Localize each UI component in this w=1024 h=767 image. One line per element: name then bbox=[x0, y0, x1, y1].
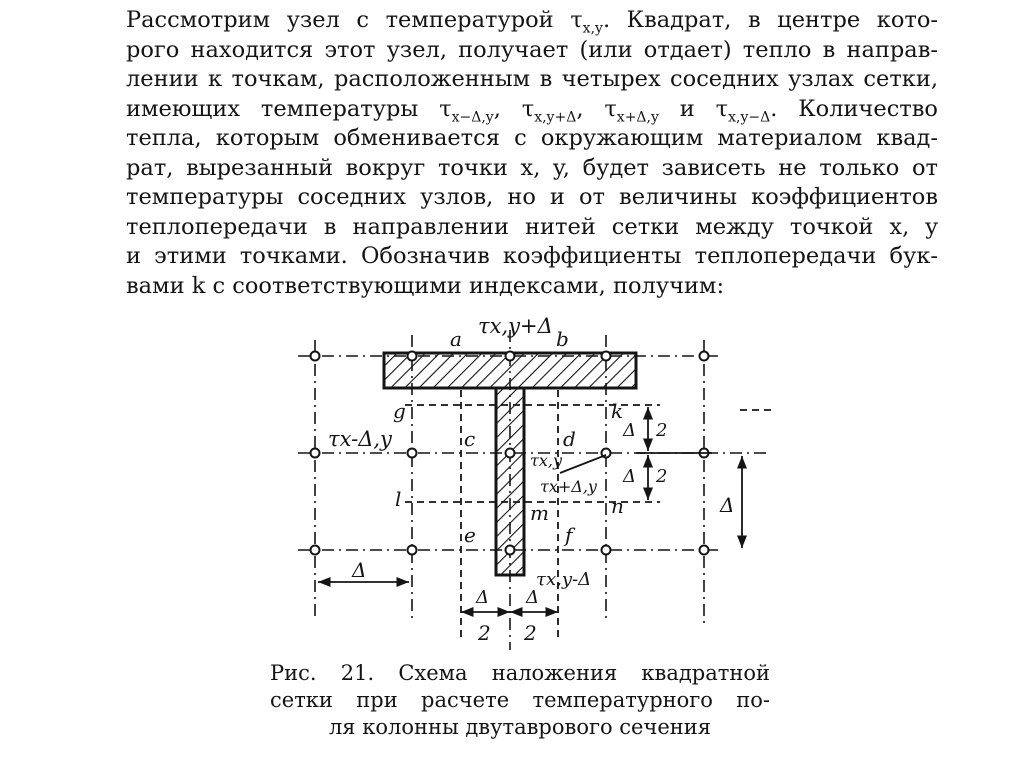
paragraph-line-5: тепла, которым обменивается с окружающим материалом квад- bbox=[126, 125, 938, 151]
control-square bbox=[405, 390, 772, 640]
label-center-temp: τx,y bbox=[530, 451, 562, 470]
i-beam-section bbox=[384, 353, 636, 575]
label-delta-bottom-2: Δ bbox=[526, 587, 539, 608]
label-delta-right-2: Δ bbox=[623, 466, 636, 487]
label-two-right-2: 2 bbox=[656, 466, 668, 487]
label-n: n bbox=[611, 494, 624, 518]
paragraph-line-9: и этими точками. Обозначив коэффициенты теплопередачи бук- bbox=[126, 243, 938, 269]
paragraph-line-10: вами k с соответствующими индексами, получим: bbox=[126, 272, 725, 299]
body-paragraph bbox=[126, 6, 938, 301]
label-f: f bbox=[565, 523, 573, 547]
label-delta-right-1: Δ bbox=[623, 420, 636, 441]
paragraph-line-6: рат, вырезанный вокруг точки x, y, будет зависеть не только от bbox=[126, 154, 938, 181]
paragraph-line-8: теплопередачи в направлении нитей сетки между точкой x, y bbox=[126, 213, 938, 240]
label-g: g bbox=[393, 399, 406, 423]
label-a: a bbox=[450, 327, 462, 351]
label-two-bottom-1: 2 bbox=[478, 621, 491, 645]
label-right-temp: τx+Δ,y bbox=[540, 477, 597, 496]
label-c: c bbox=[464, 427, 476, 451]
paragraph-line-2: рого находится этот узел, получает (или отдает) тепло в направ- bbox=[126, 36, 938, 63]
label-delta-bottom-1: Δ bbox=[476, 587, 489, 608]
paragraph-line-1: Рассмотрим узел с температурой $\tau_{x,y}$. Квадрат, в центре кото- bbox=[126, 7, 938, 37]
label-k: k bbox=[611, 399, 624, 423]
label-e: e bbox=[464, 523, 476, 547]
label-two-right-1: 2 bbox=[656, 420, 668, 441]
label-d: d bbox=[563, 427, 576, 451]
caption-line-3: ля колонны двутаврового сечения bbox=[328, 715, 712, 739]
label-two-bottom-2: 2 bbox=[524, 621, 537, 645]
label-delta-far-right: Δ bbox=[720, 493, 735, 517]
label-delta-left: Δ bbox=[352, 558, 367, 582]
paragraph-line-3: лении к точкам, расположенным в четырех соседних узлах сетки, bbox=[126, 66, 938, 92]
label-left-temp: τx-Δ,y bbox=[328, 427, 392, 451]
label-bottom-temp: τx,y-Δ bbox=[536, 569, 592, 590]
paragraph-line-7: температуры соседних узлов, но и от величины коэффициентов bbox=[126, 184, 938, 210]
caption-line-2: сетки при расчете температурного по- bbox=[270, 688, 770, 712]
label-b: b bbox=[556, 327, 569, 351]
label-top-temp: τx,y+Δ bbox=[478, 314, 553, 338]
grid-diagram bbox=[290, 300, 790, 650]
label-l: l bbox=[395, 487, 402, 511]
paragraph-line-4: имеющих температуры $\tau_{x-\Delta,y}$, $\tau_{x,y+\Delta}$, $\tau_{x+\Delta,y}$ и $\tau_{x,y-\Delta}$. Количество bbox=[126, 95, 938, 125]
figure-caption bbox=[270, 660, 770, 741]
caption-line-1: Рис. 21. Схема наложения квадратной bbox=[270, 661, 770, 685]
label-m: m bbox=[530, 501, 549, 525]
